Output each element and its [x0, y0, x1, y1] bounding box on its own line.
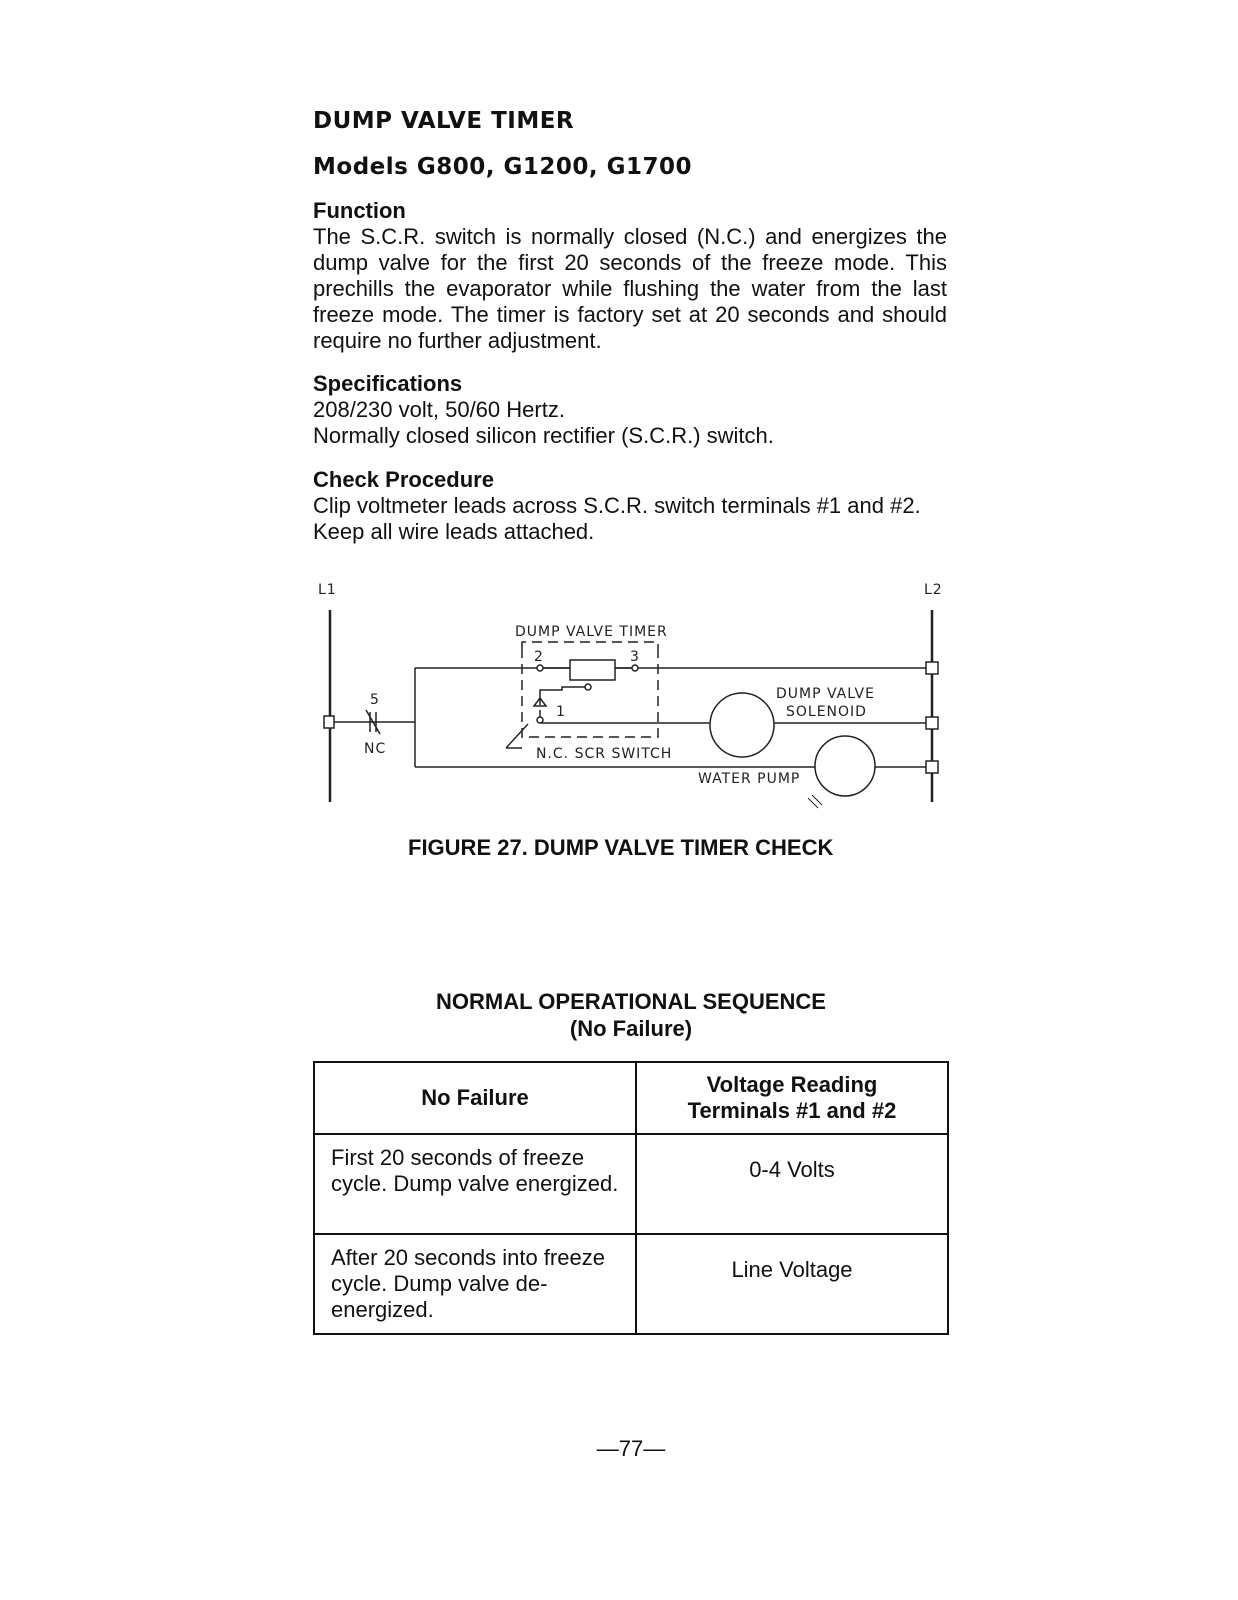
table-header-row: [314, 1062, 948, 1134]
timer-label: DUMP VALVE TIMER: [515, 624, 668, 640]
figure-caption: FIGURE 27. DUMP VALVE TIMER CHECK: [408, 835, 834, 860]
l1-label: L1: [318, 582, 337, 598]
sequence-table: [313, 1061, 949, 1335]
page-heading: DUMP VALVE TIMER: [313, 108, 575, 134]
reading-cell: 0-4 Volts: [636, 1134, 948, 1234]
sequence-title: NORMAL OPERATIONAL SEQUENCE: [436, 989, 826, 1014]
check-procedure-line-2: Keep all wire leads attached.: [313, 519, 595, 544]
sequence-subtitle: (No Failure): [569, 1016, 693, 1041]
function-text: The S.C.R. switch is normally closed (N.C.) and energizes the dump valve for the first 20 seconds of the freeze mode. This prechills the evaporator while flushing the water from the last freeze mode. The timer is factory set at 20 seconds and should require no further adjustment.: [313, 224, 947, 353]
solenoid-label-1: DUMP VALVE: [776, 686, 875, 702]
condition-cell: After 20 seconds into freeze cycle. Dump valve de-energized.: [314, 1234, 636, 1334]
terminal-5-label: 5: [370, 692, 380, 708]
header-no-failure: No Failure: [314, 1062, 636, 1134]
water-pump-label: WATER PUMP: [698, 771, 801, 787]
check-procedure-title: Check Procedure: [313, 467, 494, 492]
specifications-title: Specifications: [313, 371, 463, 396]
function-title: Function: [313, 198, 406, 223]
wiring-diagram: [300, 570, 960, 820]
header-voltage-reading: Voltage Reading Terminals #1 and #2: [636, 1062, 948, 1134]
condition-cell: First 20 seconds of freeze cycle. Dump valve energized.: [314, 1134, 636, 1234]
l2-label: L2: [924, 582, 943, 598]
nc-label: NC: [364, 741, 387, 757]
specifications-line-1: 208/230 volt, 50/60 Hertz.: [313, 397, 565, 422]
terminal-2-label: 2: [534, 649, 544, 665]
terminal-3-label: 3: [630, 649, 640, 665]
page-number: —77—: [596, 1436, 666, 1461]
models-heading: Models G800, G1200, G1700: [313, 154, 692, 180]
specifications-line-2: Normally closed silicon rectifier (S.C.R.) switch.: [313, 423, 774, 448]
terminal-1-label: 1: [556, 704, 566, 720]
solenoid-label-2: SOLENOID: [786, 704, 867, 720]
check-procedure-line-1: Clip voltmeter leads across S.C.R. switch terminals #1 and #2.: [313, 493, 921, 518]
scr-switch-label: N.C. SCR SWITCH: [536, 746, 673, 762]
table-row: [314, 1234, 948, 1334]
reading-cell: Line Voltage: [636, 1234, 948, 1334]
table-row: [314, 1134, 948, 1234]
